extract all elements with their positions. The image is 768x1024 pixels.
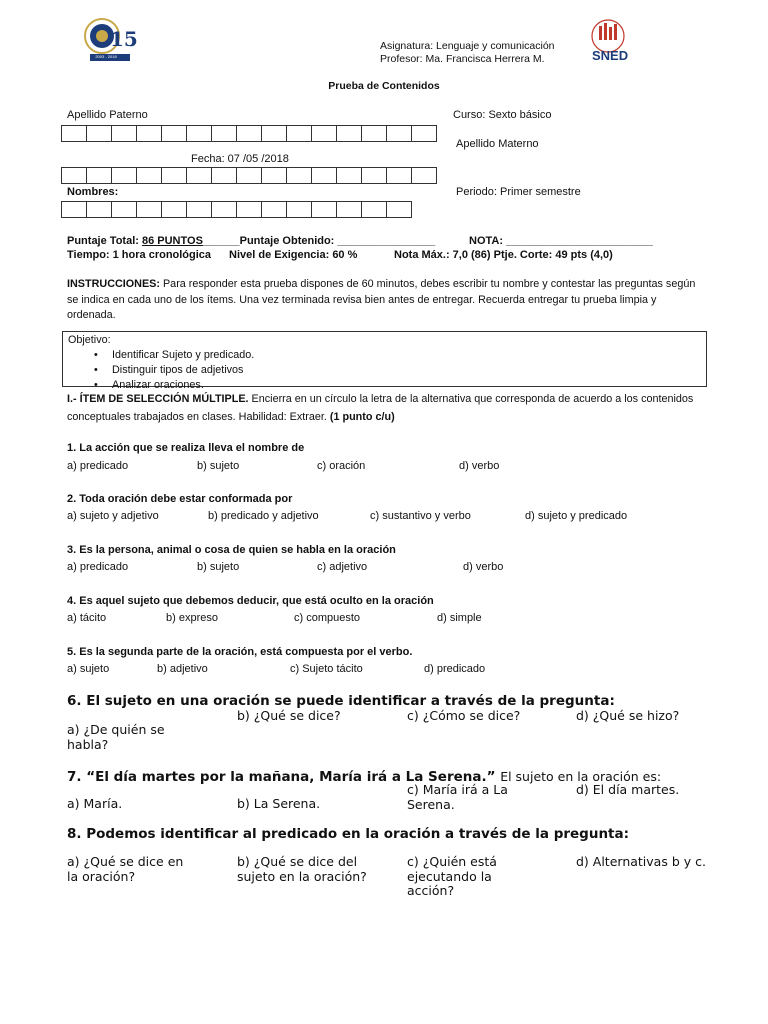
q1-option-d[interactable]: d) verbo xyxy=(459,460,500,472)
q3-option-d[interactable]: d) verbo xyxy=(463,561,504,573)
q4-option-b[interactable]: b) expreso xyxy=(166,612,218,624)
instructions xyxy=(67,277,707,324)
objective-item: • Analizar oraciones. xyxy=(94,378,701,393)
q2-option-d[interactable]: d) sujeto y predicado xyxy=(525,510,628,522)
apellido-materno-label: Apellido Materno xyxy=(456,138,539,150)
question-2: 2. Toda oración debe estar conformada por xyxy=(67,493,293,505)
section-heading xyxy=(67,390,727,426)
svg-text:15: 15 xyxy=(110,27,138,51)
question-6: 6. El sujeto en una oración se puede identificar a través de la pregunta: xyxy=(67,693,615,709)
q2-option-a[interactable]: a) sujeto y adjetivo xyxy=(67,510,159,522)
section-label: I.- ÍTEM DE SELECCIÓN MÚLTIPLE. xyxy=(67,393,249,405)
fecha-label: Fecha: 07 /05 /2018 xyxy=(191,153,289,165)
q7-option-d[interactable]: d) El día martes. xyxy=(576,782,680,797)
q6-option-d[interactable]: d) ¿Qué se hizo? xyxy=(576,708,680,723)
q5-option-c[interactable]: c) Sujeto tácito xyxy=(290,663,363,675)
puntaje-total-value: 86 PUNTOS xyxy=(141,235,203,247)
q6-option-c[interactable]: c) ¿Cómo se dice? xyxy=(407,708,521,723)
apellido-paterno-label: Apellido Paterno xyxy=(67,109,148,121)
q8-option-c[interactable]: c) ¿Quién está ejecutando la acción? xyxy=(407,854,497,898)
q8-option-a[interactable]: a) ¿Qué se dice en la oración? xyxy=(67,854,184,884)
page-title: Prueba de Contenidos xyxy=(328,80,440,92)
curso-label: Curso: Sexto básico xyxy=(453,109,552,121)
question-7 xyxy=(67,769,661,785)
objective-title: Objetivo: xyxy=(68,334,111,346)
q8-option-b[interactable]: b) ¿Qué se dice del sujeto en la oración? xyxy=(237,854,367,884)
logo-years: 2003 - 2018 xyxy=(95,54,117,59)
subject-label: Asignatura: Lenguaje y comunicación xyxy=(380,40,555,52)
q5-option-a[interactable]: a) sujeto xyxy=(67,663,110,675)
section-text: Encierra en un círculo la letra de la alternativa que corresponda de acuerdo a los contenidos conceptuales trabajados en clases. Habilidad: Extraer. xyxy=(67,393,694,423)
tiempo-label: Tiempo: 1 hora cronológica xyxy=(67,249,212,261)
q2-option-c[interactable]: c) sustantivo y verbo xyxy=(370,510,471,522)
objective-box xyxy=(62,331,707,391)
nombres-label: Nombres: xyxy=(67,186,119,198)
periodo-label: Periodo: Primer semestre xyxy=(456,186,581,198)
instructions-label: INSTRUCCIONES: xyxy=(67,278,160,290)
q1-option-a[interactable]: a) predicado xyxy=(67,460,129,472)
q1-option-c[interactable]: c) oración xyxy=(317,460,366,472)
q3-option-a[interactable]: a) predicado xyxy=(67,561,129,573)
section-points: (1 punto c/u) xyxy=(329,411,395,423)
apellido-materno-boxes[interactable] xyxy=(61,167,436,184)
q7-option-c[interactable]: c) María irá a La Serena. xyxy=(407,782,508,812)
question-5: 5. Es la segunda parte de la oración, está compuesta por el verbo. xyxy=(67,646,413,658)
q6-option-a[interactable]: a) ¿De quién se habla? xyxy=(67,722,165,752)
objective-item: • Identificar Sujeto y predicado. xyxy=(94,348,701,363)
objective-item: • Distinguir tipos de adjetivos xyxy=(94,363,701,378)
apellido-paterno-boxes[interactable] xyxy=(61,125,436,142)
question-7-text: 7. “El día martes por la mañana, María irá a La Serena.” xyxy=(67,769,496,785)
nota-field: NOTA: ________________________ xyxy=(469,235,653,247)
question-1: 1. La acción que se realiza lleva el nombre de xyxy=(67,442,305,454)
nivel-label: Nivel de Exigencia: 60 % xyxy=(229,249,358,261)
score-line-1 xyxy=(67,235,435,247)
q7-option-a[interactable]: a) María. xyxy=(67,796,123,811)
puntaje-obtenido: ______Puntaje Obtenido: ________________ xyxy=(202,235,436,247)
question-3: 3. Es la persona, animal o cosa de quien se habla en la oración xyxy=(67,544,396,556)
instructions-text: Para responder esta prueba dispones de 60 minutos, debes escribir tu nombre y contestar las preguntas según se indica en cada uno de los ítems. Una vez terminada revisa bien antes de entregar. Recuerda entregar tu prueba limpia y ordenada. xyxy=(67,278,696,321)
svg-text:SNED: SNED xyxy=(592,48,629,63)
objective-list xyxy=(68,348,701,393)
q5-option-b[interactable]: b) adjetivo xyxy=(157,663,208,675)
q7-option-b[interactable]: b) La Serena. xyxy=(237,796,321,811)
puntaje-total-label: Puntaje Total: xyxy=(67,235,139,247)
question-8: 8. Podemos identificar al predicado en la oración a través de la pregunta: xyxy=(67,826,630,842)
q3-option-c[interactable]: c) adjetivo xyxy=(317,561,368,573)
teacher-label: Profesor: Ma. Francisca Herrera M. xyxy=(380,53,545,65)
q4-option-c[interactable]: c) compuesto xyxy=(294,612,361,624)
q2-option-b[interactable]: b) predicado y adjetivo xyxy=(208,510,319,522)
q4-option-d[interactable]: d) simple xyxy=(437,612,482,624)
nota-max-label: Nota Máx.: 7,0 (86) Ptje. Corte: 49 pts (4,0) xyxy=(394,249,613,261)
q6-option-b[interactable]: b) ¿Qué se dice? xyxy=(237,708,341,723)
question-4: 4. Es aquel sujeto que debemos deducir, que está oculto en la oración xyxy=(67,595,434,607)
q3-option-b[interactable]: b) sujeto xyxy=(197,561,240,573)
q8-option-d[interactable]: d) Alternativas b y c. xyxy=(576,854,706,869)
q1-option-b[interactable]: b) sujeto xyxy=(197,460,240,472)
q5-option-d[interactable]: d) predicado xyxy=(424,663,486,675)
subject-block xyxy=(380,40,555,66)
question-7-extra: El sujeto en la oración es: xyxy=(500,769,662,784)
q4-option-a[interactable]: a) tácito xyxy=(67,612,107,624)
nombres-boxes[interactable] xyxy=(61,201,411,218)
sned-logo xyxy=(586,18,646,68)
